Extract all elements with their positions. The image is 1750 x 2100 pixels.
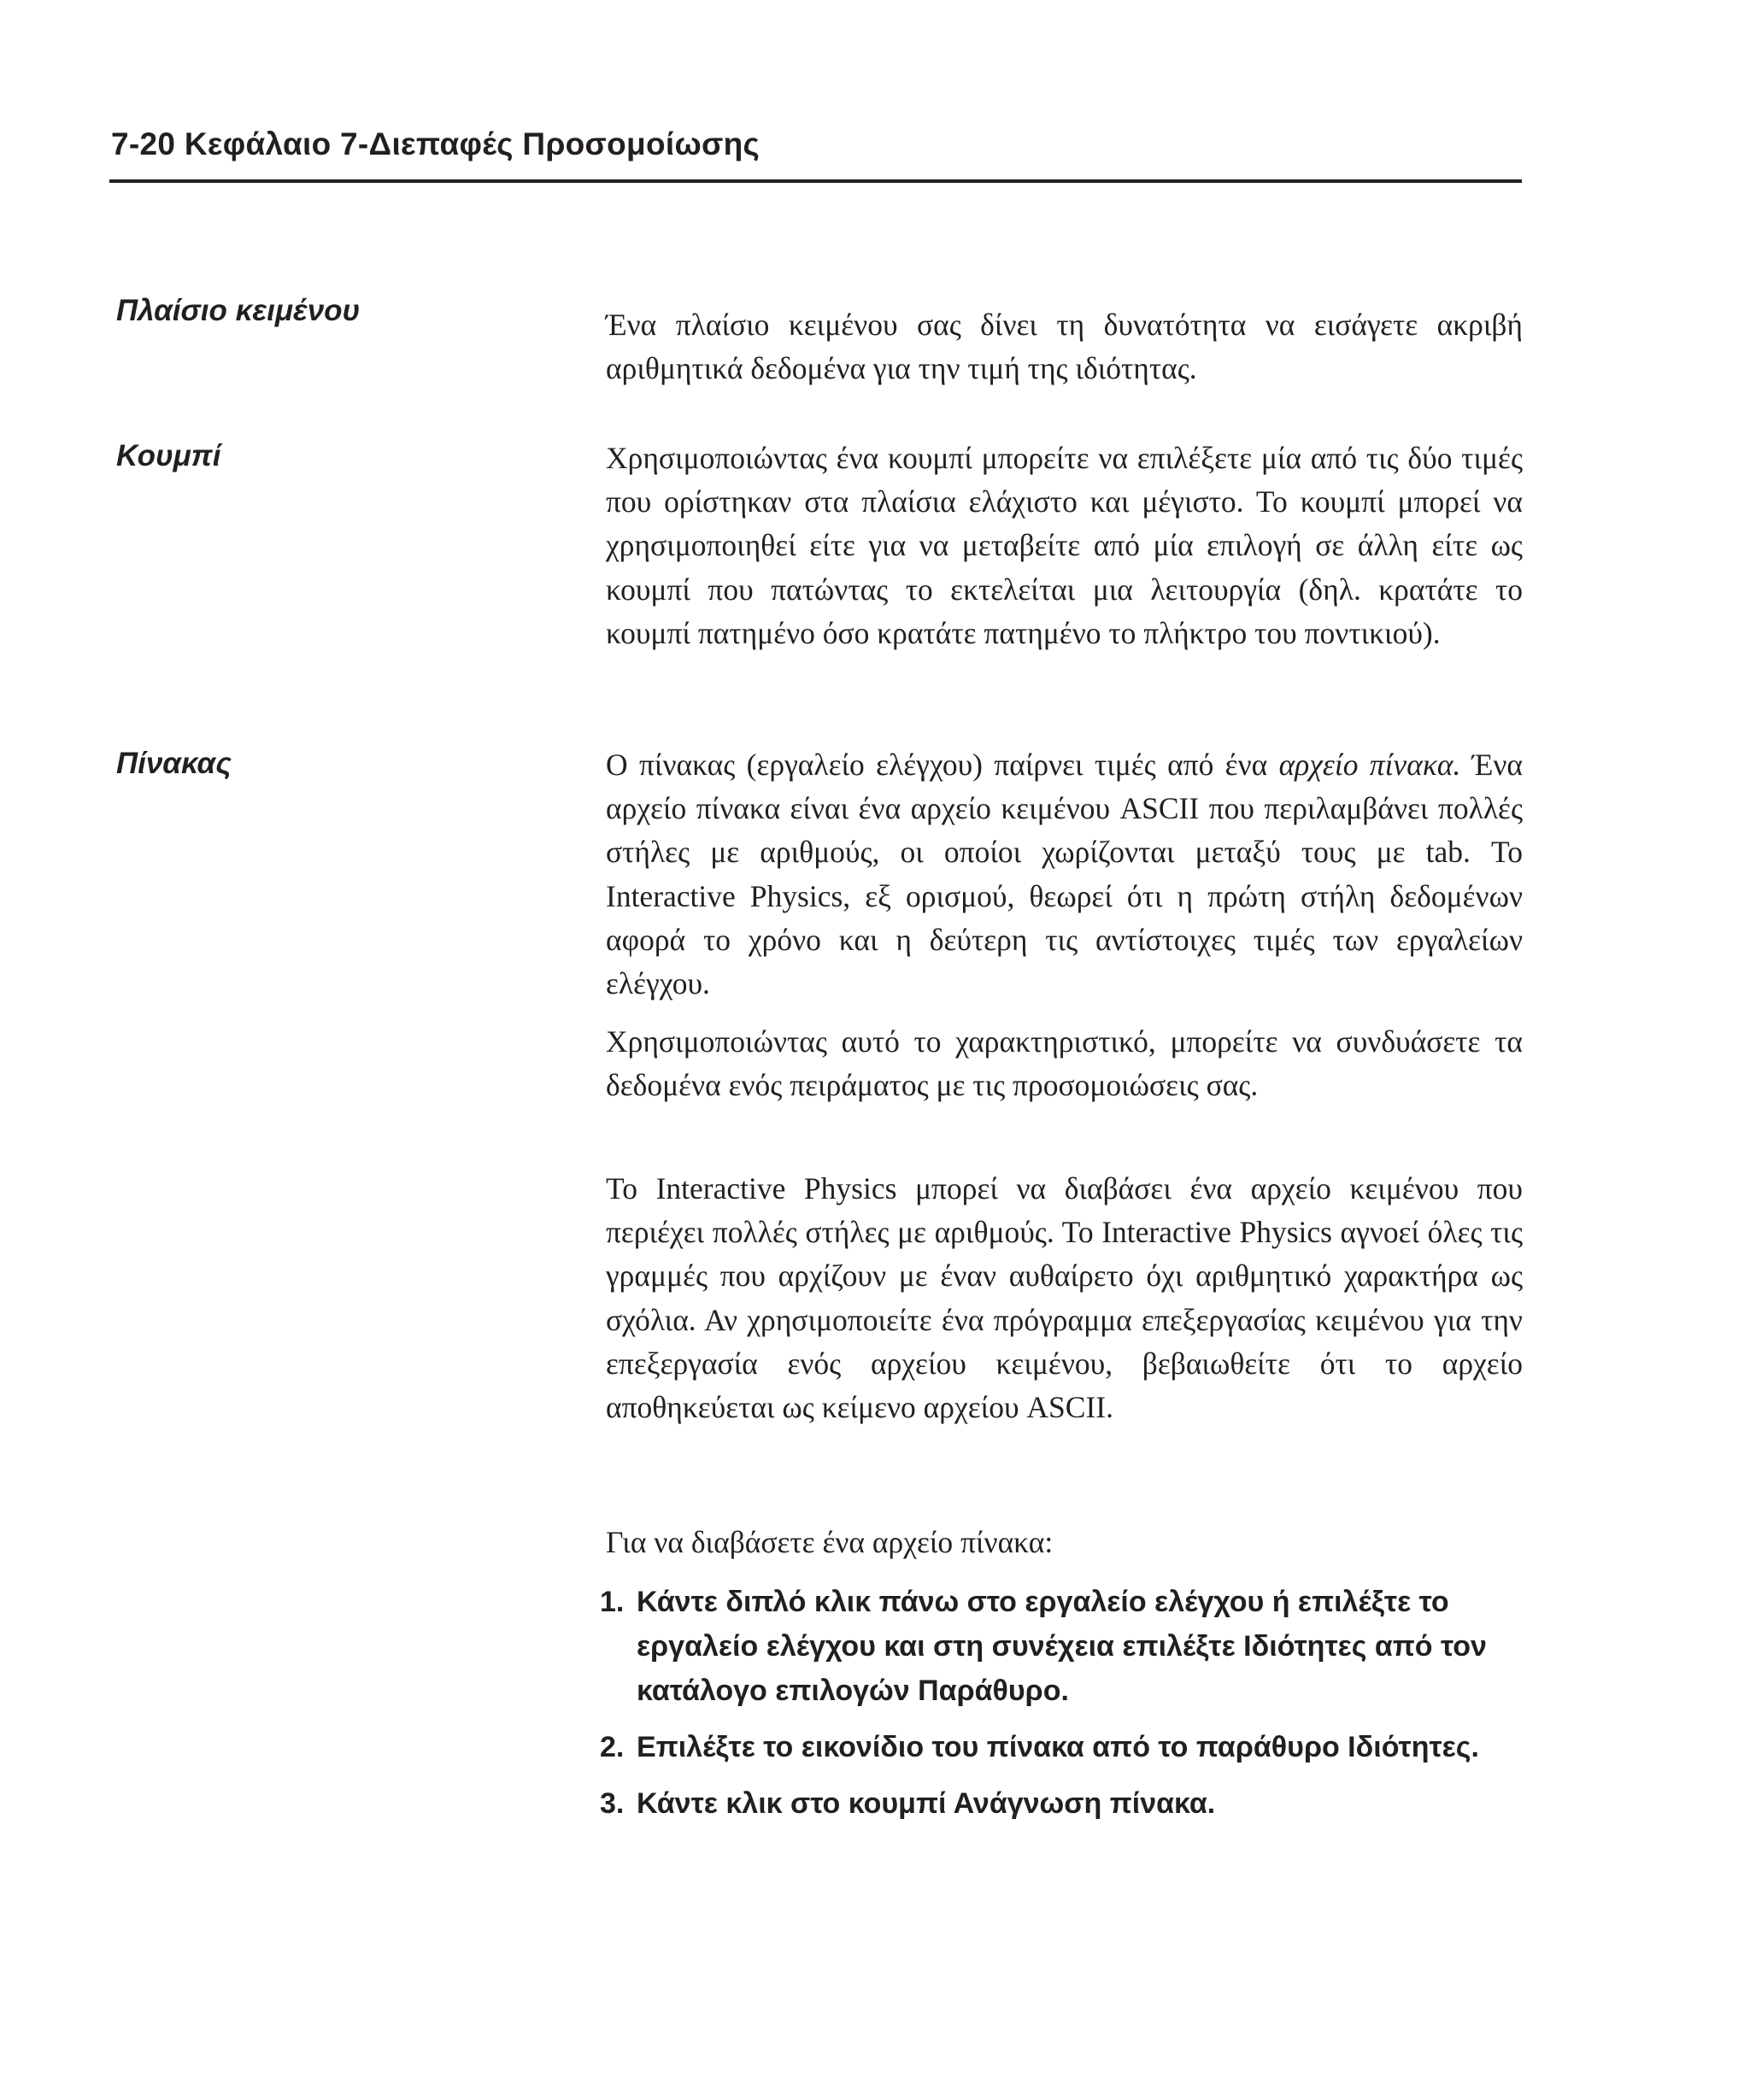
procedure-step: [600, 1725, 1523, 1769]
procedure-steps: [600, 1580, 1523, 1826]
step-number: 3.: [600, 1787, 625, 1820]
table-file-emphasis: αρχείο πίνακα.: [1278, 748, 1461, 782]
text-box-description: Ένα πλαίσιο κειμένου σας δίνει τη δυνατότητα να εισάγετε ακριβή αριθμητικά δεδομένα για την τιμή της ιδιότητας.: [606, 308, 1523, 386]
header-rule: [109, 179, 1522, 183]
button-description: Χρησιμοποιώντας ένα κουμπί μπορείτε να επιλέξετε μία από τις δύο τιμές που ορίστηκαν στα πλαίσια ελάχιστο και μέγιστο. Το κουμπί μπορεί να χρησιμοποιηθεί είτε για να μεταβείτε από μία επιλογή σε άλλη είτε ως κουμπί που πατώντας το εκτελείται μια λειτουργία (δηλ. κρατάτε το κουμπί πατημένο όσο κρατάτε πατημένο το πλήκτρο του ποντικιού).: [606, 441, 1523, 650]
table-description: [606, 743, 1523, 1006]
table-description-end: Ένα αρχείο πίνακα είναι ένα αρχείο κειμένου ASCII που περιλαμβάνει πολλές στήλες με αριθμούς, οι οποίοι χωρίζονται μεταξύ τους με tab. Το Interactive Physics, εξ ορισμού, θεωρεί ότι η πρώτη στήλη δεδομένων αφορά το χρόνο και η δεύτερη τις αντίστοιχες τιμές των εργαλείων ελέγχου.: [606, 748, 1523, 1001]
table-ascii-paragraph: Το Interactive Physics μπορεί να διαβάσει ένα αρχείο κειμένου που περιέχει πολλές στήλες με αριθμούς. Το Interactive Physics αγνοεί όλες τις γραμμές που αρχίζουν με έναν αυθαίρετο όχι αριθμητικό χαρακτήρα ως σχόλια. Αν χρησιμοποιείτε ένα πρόγραμμα επεξεργασίας κειμένου για την επεξεργασία ενός αρχείου κειμένου, βεβαιωθείτε ότι το αρχείο αποθηκεύεται ως κείμενο αρχείου ASCII.: [606, 1171, 1523, 1425]
term-table: Πίνακας: [116, 747, 232, 780]
page-header: 7-20 Κεφάλαιο 7-Διεπαφές Προσομοίωσης: [111, 126, 760, 161]
step-number: 2.: [600, 1731, 625, 1763]
procedure-intro: Για να διαβάσετε ένα αρχείο πίνακα:: [606, 1525, 1054, 1559]
term-button: Κουμπί: [116, 439, 221, 472]
step-text: Κάντε κλικ στο κουμπί Ανάγνωση πίνακα.: [637, 1787, 1216, 1820]
table-feature-paragraph: Χρησιμοποιώντας αυτό το χαρακτηριστικό, μπορείτε να συνδυάσετε τα δεδομένα ενός πειράματος με τις προσομοιώσεις σας.: [606, 1024, 1523, 1103]
step-text: Κάντε διπλό κλικ πάνω στο εργαλείο ελέγχου ή επιλέξτε το εργαλείο ελέγχου και στη συνέχεια επιλέξτε Ιδιότητες από τον κατάλογο επιλογών Παράθυρο.: [637, 1586, 1487, 1707]
step-text: Επιλέξτε το εικονίδιο του πίνακα από το παράθυρο Ιδιότητες.: [637, 1731, 1479, 1763]
term-text-box: Πλαίσιο κειμένου: [116, 294, 361, 327]
table-description-start: Ο πίνακας (εργαλείο ελέγχου) παίρνει τιμές από ένα: [606, 748, 1279, 782]
procedure-step: [600, 1580, 1523, 1713]
step-number: 1.: [600, 1586, 625, 1618]
procedure-step: [600, 1781, 1523, 1826]
